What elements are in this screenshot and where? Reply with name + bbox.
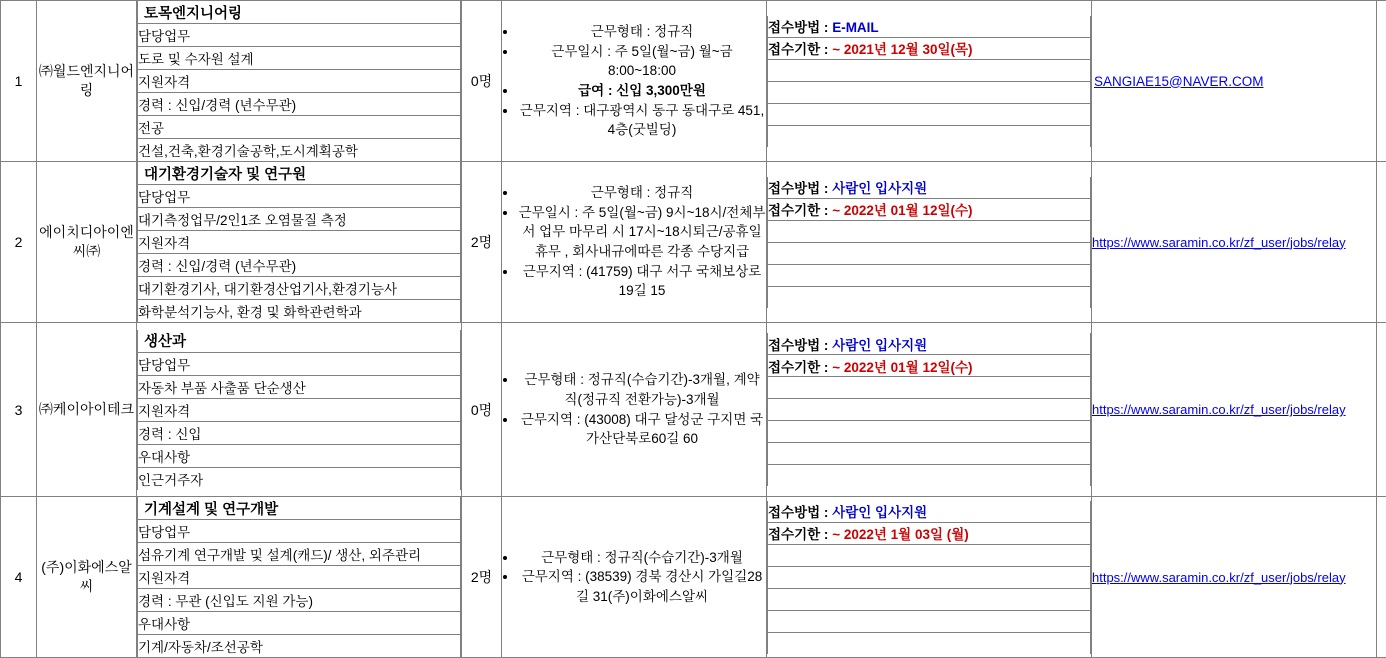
apply-empty-row bbox=[768, 103, 1091, 125]
job-detail-cell bbox=[137, 497, 462, 658]
hiring-count: 2명 bbox=[462, 497, 502, 658]
table-row bbox=[1, 323, 1386, 497]
job-title: 기계설계 및 연구개발 bbox=[138, 497, 461, 520]
table-row bbox=[1, 1, 1386, 162]
job-title: 생산과 bbox=[138, 330, 461, 353]
work-condition-text: 근무지역 : 대구광역시 동구 동대구로 451, 4층(굿빌딩) bbox=[520, 103, 764, 138]
work-condition-item bbox=[518, 203, 766, 262]
job-detail-cell bbox=[137, 1, 462, 162]
row-number: 1 bbox=[1, 1, 37, 162]
work-conditions-cell bbox=[502, 323, 767, 497]
apply-method-value: E-MAIL bbox=[832, 20, 879, 35]
deadline-label: 접수기한 : bbox=[768, 360, 828, 375]
job-detail-line: 인근거주자 bbox=[138, 467, 461, 490]
deadline-label: 접수기한 : bbox=[768, 527, 828, 542]
work-condition-item bbox=[518, 81, 766, 101]
row-number: 3 bbox=[1, 323, 37, 497]
deadline-label: 접수기한 : bbox=[768, 203, 828, 218]
apply-empty-row bbox=[768, 125, 1091, 147]
apply-info-cell bbox=[767, 162, 1092, 323]
job-detail-line: 화학분석기능사, 환경 및 화학관련학과 bbox=[138, 300, 461, 323]
work-condition-text: 근무형태 : 정규직(수습기간)-3개월 bbox=[541, 550, 743, 565]
apply-empty-row bbox=[768, 81, 1091, 103]
work-condition-item bbox=[518, 410, 766, 449]
deadline-value: ~ 2021년 12월 30일(목) bbox=[832, 42, 972, 57]
apply-info-cell bbox=[767, 497, 1092, 658]
job-detail-line: 대기측정업무/2인1조 오염물질 측정 bbox=[138, 208, 461, 231]
job-detail-line: 건설,건축,환경기술공학,도시계획공학 bbox=[138, 139, 461, 162]
apply-empty-row bbox=[768, 377, 1091, 399]
job-detail-line: 담당업무 bbox=[138, 185, 461, 208]
apply-method-label: 접수방법 : bbox=[768, 338, 828, 353]
apply-empty-row bbox=[768, 220, 1091, 242]
company-name: 에이치디아이엔씨㈜ bbox=[37, 162, 137, 323]
apply-method-value: 사람인 입사지원 bbox=[832, 338, 927, 353]
apply-email-link[interactable]: SANGIAE15@NAVER.COM bbox=[1092, 74, 1376, 89]
job-detail-line: 도로 및 수자원 설계 bbox=[138, 47, 461, 70]
job-detail-cell bbox=[137, 162, 462, 323]
job-detail-line: 전공 bbox=[138, 116, 461, 139]
work-condition-item bbox=[518, 22, 766, 42]
work-condition-item bbox=[518, 567, 766, 606]
table-row bbox=[1, 497, 1386, 658]
work-conditions-cell bbox=[502, 162, 767, 323]
apply-empty-row bbox=[768, 632, 1091, 654]
deadline-value: ~ 2022년 01월 12일(수) bbox=[832, 360, 972, 375]
work-condition-text: 근무지역 : (41759) 대구 서구 국채보상로19길 15 bbox=[523, 264, 762, 299]
work-condition-text: 근무지역 : (43008) 대구 달성군 구지면 국가산단북로60길 60 bbox=[521, 412, 763, 447]
work-condition-item bbox=[518, 101, 766, 140]
apply-info-cell bbox=[767, 323, 1092, 497]
spacer-cell bbox=[1377, 497, 1386, 658]
work-condition-item bbox=[518, 262, 766, 301]
work-conditions-cell bbox=[502, 497, 767, 658]
table-row bbox=[1, 162, 1386, 323]
spacer-cell bbox=[1377, 323, 1386, 497]
work-condition-item bbox=[518, 548, 766, 568]
company-name: ㈜케이아이테크 bbox=[37, 323, 137, 497]
spacer-cell bbox=[1377, 1, 1386, 162]
row-number: 2 bbox=[1, 162, 37, 323]
work-condition-text: 근무형태 : 정규직 bbox=[591, 185, 694, 200]
apply-url-link[interactable]: https://www.saramin.co.kr/zf_user/jobs/relay bbox=[1092, 402, 1376, 417]
job-detail-line: 지원자격 bbox=[138, 231, 461, 254]
work-condition-text: 급여 : 신입 3,300만원 bbox=[578, 83, 706, 98]
apply-method-label: 접수방법 : bbox=[768, 20, 828, 35]
work-conditions-cell bbox=[502, 1, 767, 162]
apply-info-cell bbox=[767, 1, 1092, 162]
job-detail-line: 기계/자동차/조선공학 bbox=[138, 635, 461, 658]
work-condition-text: 근무일시 : 주 5일(월~금) 9시~18시/전체부서 업무 마무리 시 17시~18시퇴근/공휴일 휴무 , 회사내규에따른 각종 수당지급 bbox=[519, 205, 766, 259]
apply-url-link[interactable]: https://www.saramin.co.kr/zf_user/jobs/relay bbox=[1092, 235, 1376, 250]
job-detail-line: 지원자격 bbox=[138, 70, 461, 93]
deadline-label: 접수기한 : bbox=[768, 42, 828, 57]
apply-empty-row bbox=[768, 399, 1091, 421]
apply-empty-row bbox=[768, 544, 1091, 566]
apply-empty-row bbox=[768, 59, 1091, 81]
apply-empty-row bbox=[768, 465, 1091, 487]
apply-empty-row bbox=[768, 242, 1091, 264]
job-detail-line: 우대사항 bbox=[138, 444, 461, 467]
company-name: ㈜월드엔지니어링 bbox=[37, 1, 137, 162]
spacer-cell bbox=[1377, 162, 1386, 323]
row-number: 4 bbox=[1, 497, 37, 658]
work-condition-text: 근무형태 : 정규직 bbox=[591, 24, 694, 39]
job-detail-line: 경력 : 신입/경력 (년수무관) bbox=[138, 254, 461, 277]
job-detail-line: 대기환경기사, 대기환경산업기사,환경기능사 bbox=[138, 277, 461, 300]
job-detail-line: 경력 : 무관 (신입도 지원 가능) bbox=[138, 589, 461, 612]
job-detail-line: 경력 : 신입 bbox=[138, 421, 461, 444]
apply-empty-row bbox=[768, 566, 1091, 588]
job-title: 토목엔지니어링 bbox=[138, 1, 461, 24]
work-condition-text: 근무일시 : 주 5일(월~금) 월~금 8:00~18:00 bbox=[551, 44, 732, 79]
job-title: 대기환경기술자 및 연구원 bbox=[138, 162, 461, 185]
apply-empty-row bbox=[768, 588, 1091, 610]
apply-link-cell[interactable] bbox=[1092, 1, 1377, 162]
apply-url-link[interactable]: https://www.saramin.co.kr/zf_user/jobs/relay bbox=[1092, 570, 1376, 585]
work-condition-item bbox=[518, 42, 766, 81]
job-detail-cell bbox=[137, 323, 462, 497]
hiring-count: 0명 bbox=[462, 323, 502, 497]
apply-method-value: 사람인 입사지원 bbox=[832, 505, 927, 520]
deadline-value: ~ 2022년 1월 03일 (월) bbox=[832, 527, 969, 542]
apply-method-value: 사람인 입사지원 bbox=[832, 181, 927, 196]
job-detail-line: 우대사항 bbox=[138, 612, 461, 635]
apply-link-cell[interactable] bbox=[1092, 497, 1377, 658]
company-name: (주)이화에스알씨 bbox=[37, 497, 137, 658]
job-detail-line: 담당업무 bbox=[138, 352, 461, 375]
job-detail-line: 담당업무 bbox=[138, 520, 461, 543]
job-detail-line: 경력 : 신입/경력 (년수무관) bbox=[138, 93, 461, 116]
hiring-count: 2명 bbox=[462, 162, 502, 323]
apply-empty-row bbox=[768, 421, 1091, 443]
apply-link-cell[interactable] bbox=[1092, 323, 1377, 497]
job-detail-line: 섬유기계 연구개발 및 설계(캐드)/ 생산, 외주관리 bbox=[138, 543, 461, 566]
apply-link-cell[interactable] bbox=[1092, 162, 1377, 323]
job-detail-line: 지원자격 bbox=[138, 398, 461, 421]
job-detail-line: 지원자격 bbox=[138, 566, 461, 589]
job-detail-line: 담당업무 bbox=[138, 24, 461, 47]
apply-empty-row bbox=[768, 610, 1091, 632]
hiring-count: 0명 bbox=[462, 1, 502, 162]
apply-empty-row bbox=[768, 286, 1091, 308]
work-condition-text: 근무형태 : 정규직(수습기간)-3개월, 계약직(정규직 전환가능)-3개월 bbox=[524, 372, 759, 407]
work-condition-item bbox=[518, 183, 766, 203]
apply-empty-row bbox=[768, 443, 1091, 465]
work-condition-text: 근무지역 : (38539) 경북 경산시 가일길28길 31(주)이화에스알씨 bbox=[522, 569, 763, 604]
apply-empty-row bbox=[768, 264, 1091, 286]
deadline-value: ~ 2022년 01월 12일(수) bbox=[832, 203, 972, 218]
apply-method-label: 접수방법 : bbox=[768, 181, 828, 196]
work-condition-item bbox=[518, 370, 766, 409]
apply-method-label: 접수방법 : bbox=[768, 505, 828, 520]
job-detail-line: 자동차 부품 사출품 단순생산 bbox=[138, 375, 461, 398]
